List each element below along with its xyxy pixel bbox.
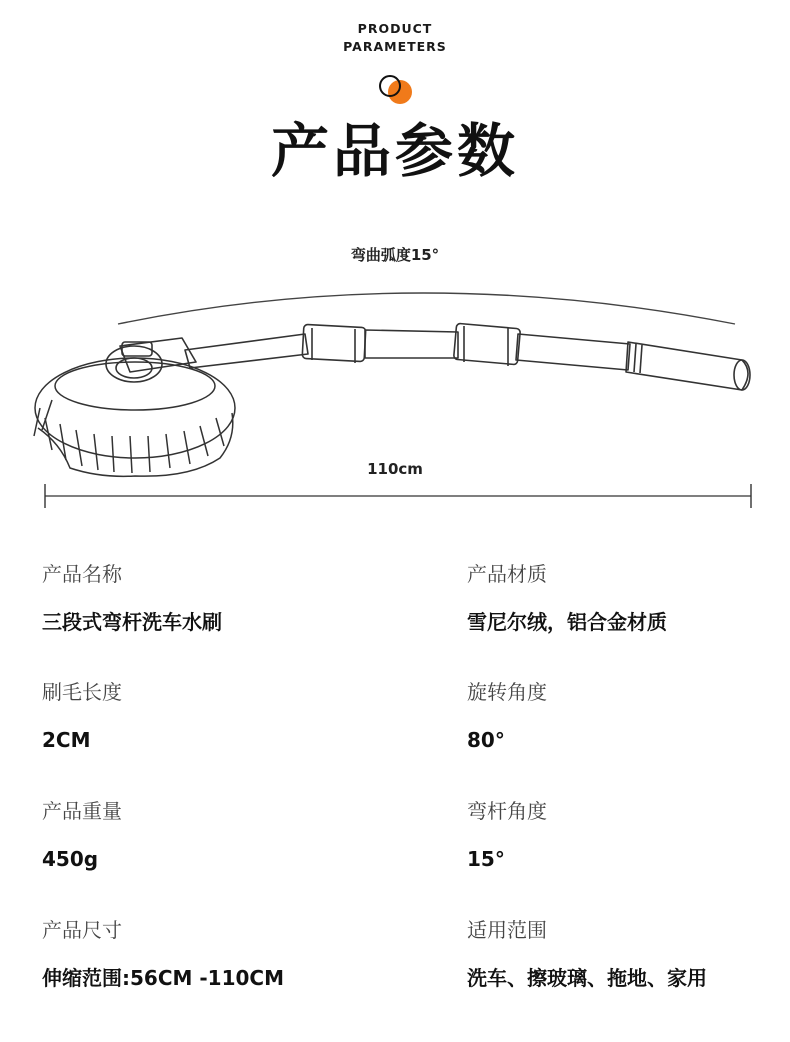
param-value: 15°: [467, 847, 505, 871]
circles-logo-icon: [376, 74, 416, 108]
param-label: 弯杆角度: [467, 799, 547, 823]
param-product-name: [42, 560, 372, 636]
param-label: 适用范围: [467, 918, 547, 942]
param-size: [42, 916, 372, 992]
length-dimension-line: [44, 482, 752, 510]
param-label: 产品材质: [467, 562, 547, 586]
car-wash-brush-illustration: [0, 268, 790, 488]
param-bend-angle: [467, 797, 790, 873]
section-eyebrow: [0, 20, 790, 56]
bend-angle-label: 弯曲弧度15°: [350, 246, 440, 264]
param-usage: [467, 916, 790, 992]
total-length-label: 110cm: [367, 460, 423, 478]
param-rotation-angle: [467, 678, 790, 754]
param-value: 洗车、擦玻璃、拖地、家用: [467, 966, 707, 990]
page-title: 产品参数: [270, 117, 519, 185]
param-label: 旋转角度: [467, 680, 547, 704]
eyebrow-line-1: PRODUCT: [357, 21, 433, 36]
param-label: 产品名称: [42, 562, 122, 586]
param-label: 产品重量: [42, 799, 122, 823]
param-value: 伸缩范围:56CM -110CM: [42, 966, 285, 990]
param-label: 产品尺寸: [42, 918, 122, 942]
eyebrow-line-2: PARAMETERS: [343, 39, 447, 54]
param-value: 80°: [467, 728, 505, 752]
param-material: [467, 560, 790, 636]
param-label: 刷毛长度: [42, 680, 122, 704]
param-value: 三段式弯杆洗车水刷: [42, 610, 222, 634]
param-value: 450g: [42, 847, 99, 871]
param-value: 雪尼尔绒，铝合金材质: [467, 610, 667, 634]
param-weight: [42, 797, 372, 873]
param-bristle-length: [42, 678, 372, 754]
param-value: 2CM: [42, 728, 91, 752]
